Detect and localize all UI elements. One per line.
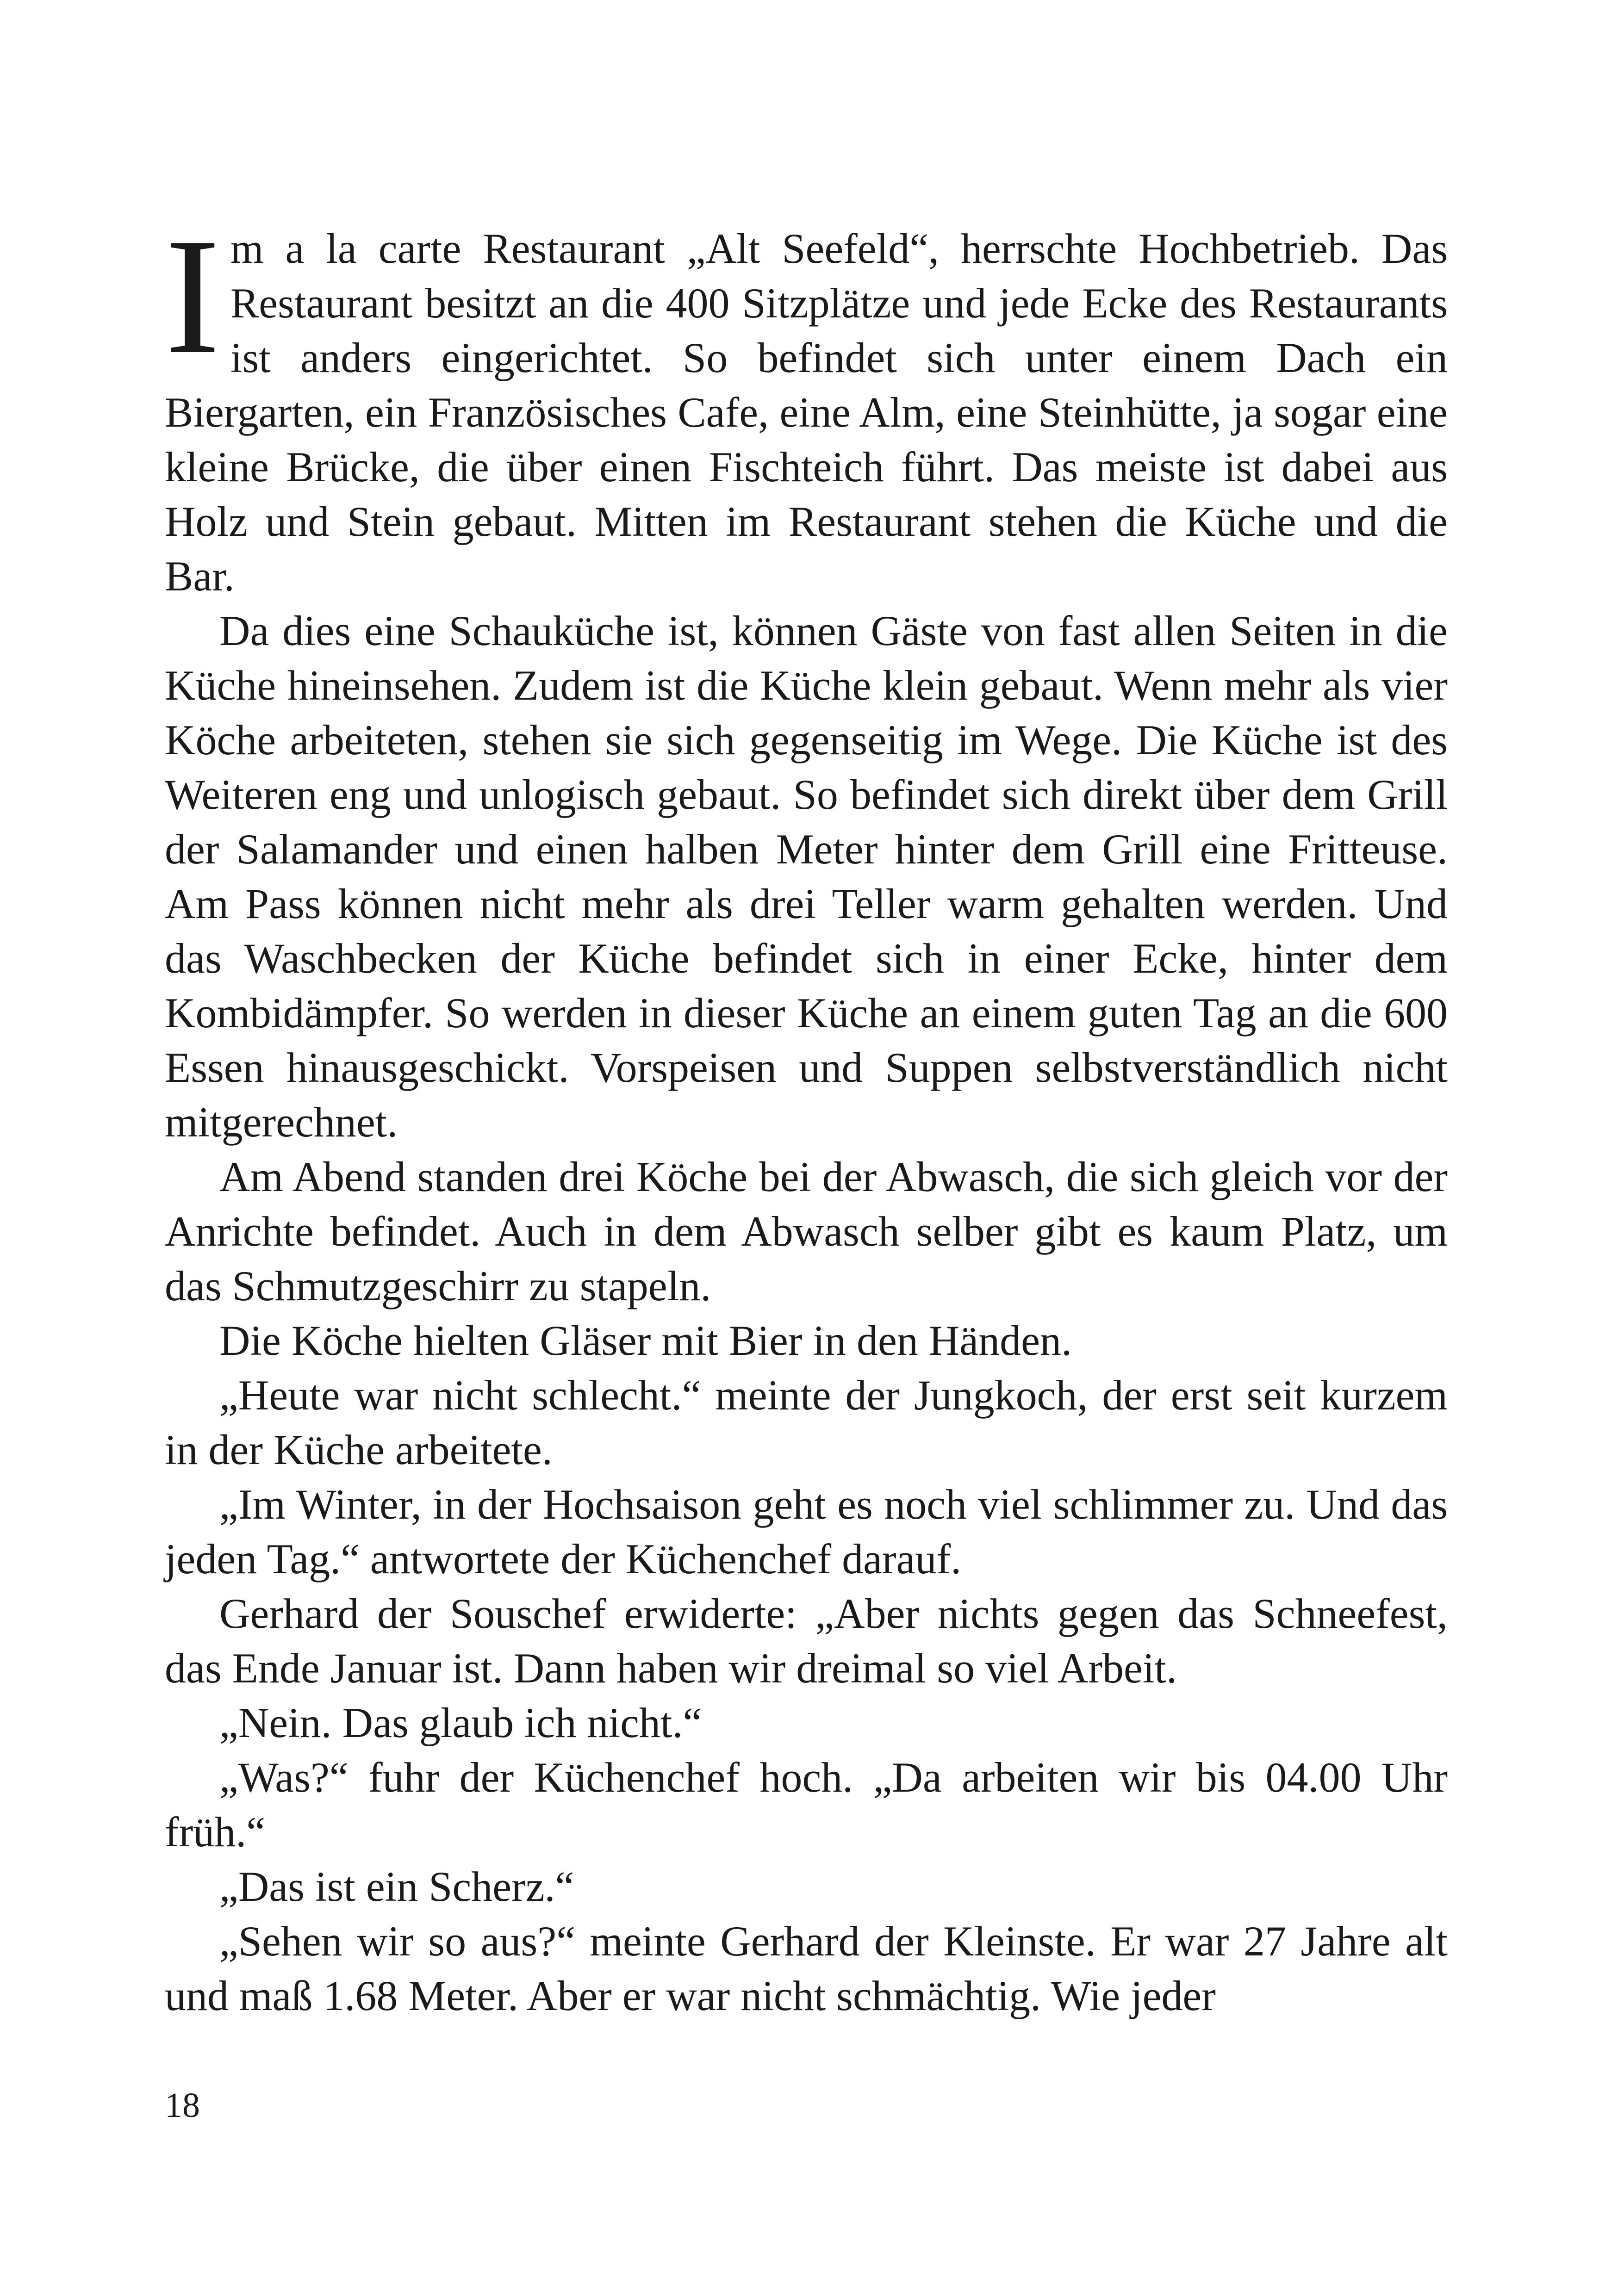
- paragraph-6: „Im Winter, in der Hochsaison geht es noch viel schlimmer zu. Und das jeden Tag.“ antwortete der Küchenchef darauf.: [165, 1481, 1448, 1582]
- paragraph-7: Gerhard der Souschef erwiderte: „Aber nichts gegen das Schneefest, das Ende Januar ist. Dann haben wir dreimal so viel Arbeit.: [165, 1590, 1448, 1692]
- drop-cap: I: [165, 204, 220, 388]
- paragraph-5: „Heute war nicht schlecht.“ meinte der Jungkoch, der erst seit kurzem in der Küche arbeitete.: [165, 1371, 1448, 1473]
- paragraph-2: Da dies eine Schauküche ist, können Gäste von fast allen Seiten in die Küche hineinsehen. Zudem ist die Küche klein gebaut. Wenn mehr als vier Köche arbeiteten, stehen sie sich gegenseitig im Wege. Die Küche ist des Weiteren eng und unlogisch gebaut. So befindet sich direkt über dem Grill der Salamander und einen halben Meter hinter dem Grill eine Fritteuse. Am Pass können nicht mehr als drei Teller warm gehalten werden. Und das Waschbecken der Küche befindet sich in einer Ecke, hinter dem Kombidämpfer. So werden in dieser Küche an einem guten Tag an die 600 Essen hinausgeschickt. Vorspeisen und Suppen selbstverständlich nicht mitgerechnet.: [165, 607, 1448, 1146]
- paragraph-4: Die Köche hielten Gläser mit Bier in den Händen.: [219, 1317, 1072, 1364]
- paragraph-1-text: m a la carte Restaurant „Alt Seefeld“, herrschte Hochbetrieb. Das Restaurant besitzt an die 400 Sitzplätze und jede Ecke des Restaurants ist anders eingerichtet. So befindet sich unter einem Dach ein Biergarten, ein Französisches Cafe, eine Alm, eine Steinhütte, ja sogar eine kleine Brücke, die über einen Fischteich führt. Das meiste ist dabei aus Holz und Stein gebaut. Mitten im Restaurant stehen die Küche und die Bar.: [165, 225, 1448, 600]
- page-number: 18: [165, 2086, 200, 2125]
- body-text: [165, 204, 1448, 2023]
- paragraph-8: „Nein. Das glaub ich nicht.“: [219, 1699, 702, 1746]
- paragraph-9: „Was?“ fuhr der Küchenchef hoch. „Da arbeiten wir bis 04.00 Uhr früh.“: [165, 1754, 1448, 1855]
- paragraph-3: Am Abend standen drei Köche bei der Abwasch, die sich gleich vor der Anrichte befindet. Auch in dem Abwasch selber gibt es kaum Platz, um das Schmutzgeschirr zu stapeln.: [165, 1153, 1448, 1309]
- paragraph-10: „Das ist ein Scherz.“: [219, 1863, 574, 1910]
- paragraph-11: „Sehen wir so aus?“ meinte Gerhard der Kleinste. Er war 27 Jahre alt und maß 1.68 Meter. Aber er war nicht schmächtig. Wie jeder: [165, 1917, 1448, 2019]
- paragraph-1: [165, 204, 1448, 603]
